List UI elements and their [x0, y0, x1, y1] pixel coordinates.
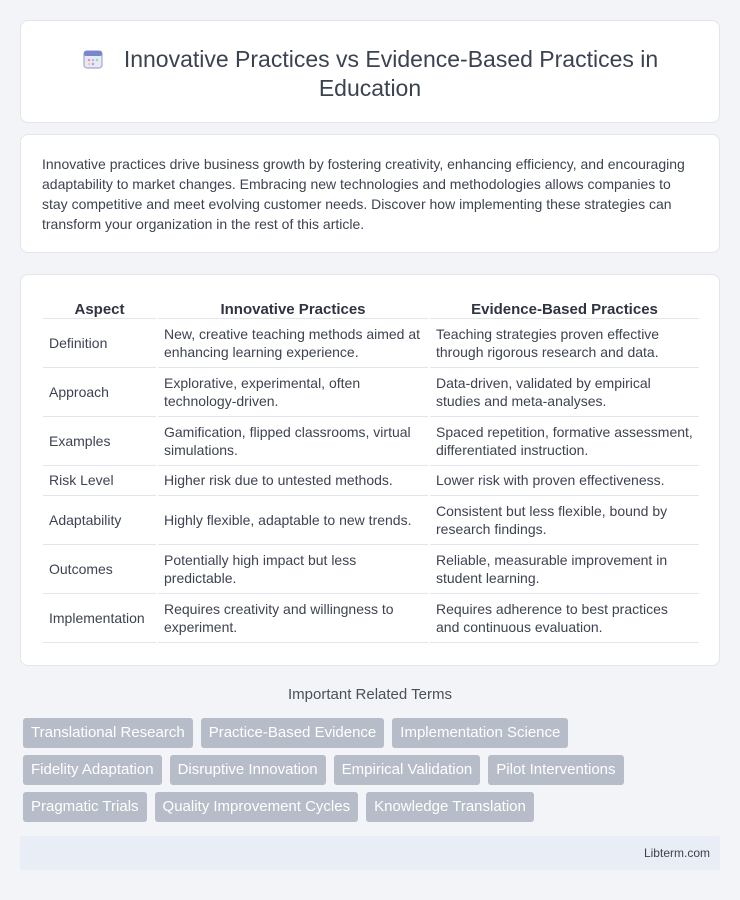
related-terms-tags: [23, 718, 723, 829]
table-row: [43, 544, 699, 593]
comparison-card: [20, 274, 720, 666]
evidence-cell: Spaced repetition, formative assessment, differentiated instruction.: [430, 416, 699, 465]
evidence-cell: Lower risk with proven effectiveness.: [430, 465, 699, 495]
aspect-cell: Definition: [43, 318, 156, 367]
aspect-cell: Outcomes: [43, 544, 156, 593]
table-row: [43, 495, 699, 544]
calendar-icon: [82, 48, 104, 70]
page-title-wrap: [61, 45, 679, 103]
page-title: Innovative Practices vs Evidence-Based Practices in Education: [123, 46, 659, 101]
table-row: [43, 593, 699, 642]
aspect-cell: Examples: [43, 416, 156, 465]
tag-practice-based-evidence[interactable]: Practice-Based Evidence: [201, 718, 385, 748]
tag-implementation-science[interactable]: Implementation Science: [392, 718, 568, 748]
aspect-cell: Approach: [43, 367, 156, 416]
tag-empirical-validation[interactable]: Empirical Validation: [334, 755, 481, 785]
tag-row: [23, 792, 723, 822]
innovative-cell: New, creative teaching methods aimed at enhancing learning experience.: [158, 318, 428, 367]
tag-disruptive-innovation[interactable]: Disruptive Innovation: [170, 755, 326, 785]
aspect-cell: Risk Level: [43, 465, 156, 495]
tag-quality-improvement-cycles[interactable]: Quality Improvement Cycles: [155, 792, 359, 822]
tag-pragmatic-trials[interactable]: Pragmatic Trials: [23, 792, 147, 822]
innovative-cell: Potentially high impact but less predictable.: [158, 544, 428, 593]
table-row: [43, 318, 699, 367]
related-terms-heading: Important Related Terms: [288, 686, 452, 703]
title-card: [20, 20, 720, 123]
aspect-cell: Implementation: [43, 593, 156, 642]
evidence-cell: Teaching strategies proven effective through rigorous research and data.: [430, 318, 699, 367]
comparison-table: [43, 296, 699, 643]
evidence-cell: Reliable, measurable improvement in student learning.: [430, 544, 699, 593]
tag-row: [23, 755, 723, 785]
column-header: Evidence-Based Practices: [430, 296, 699, 318]
table-row: [43, 367, 699, 416]
tag-pilot-interventions[interactable]: Pilot Interventions: [488, 755, 623, 785]
innovative-cell: Requires creativity and willingness to experiment.: [158, 593, 428, 642]
table-row: [43, 416, 699, 465]
footer-brand[interactable]: Libterm.com: [643, 846, 710, 860]
evidence-cell: Requires adherence to best practices and continuous evaluation.: [430, 593, 699, 642]
tag-translational-research[interactable]: Translational Research: [23, 718, 193, 748]
evidence-cell: Consistent but less flexible, bound by research findings.: [430, 495, 699, 544]
tag-fidelity-adaptation[interactable]: Fidelity Adaptation: [23, 755, 162, 785]
table-row: [43, 465, 699, 495]
intro-paragraph: Innovative practices drive business growth by fostering creativity, enhancing efficiency, and encouraging adaptability to market changes. Embracing new technologies and methodologies allows companies to stay competitive and meet evolving customer needs. Discover how implementing these strategies can transform your organization in the rest of this article.: [42, 156, 685, 232]
tag-row: [23, 718, 723, 748]
table-header-row: [43, 296, 699, 318]
footer: [20, 836, 720, 870]
intro-card: [20, 134, 720, 253]
innovative-cell: Explorative, experimental, often technology-driven.: [158, 367, 428, 416]
innovative-cell: Gamification, flipped classrooms, virtual simulations.: [158, 416, 428, 465]
innovative-cell: Highly flexible, adaptable to new trends.: [158, 495, 428, 544]
evidence-cell: Data-driven, validated by empirical studies and meta-analyses.: [430, 367, 699, 416]
tag-knowledge-translation[interactable]: Knowledge Translation: [366, 792, 534, 822]
innovative-cell: Higher risk due to untested methods.: [158, 465, 428, 495]
aspect-cell: Adaptability: [43, 495, 156, 544]
column-header: Innovative Practices: [158, 296, 428, 318]
column-header: Aspect: [43, 296, 156, 318]
